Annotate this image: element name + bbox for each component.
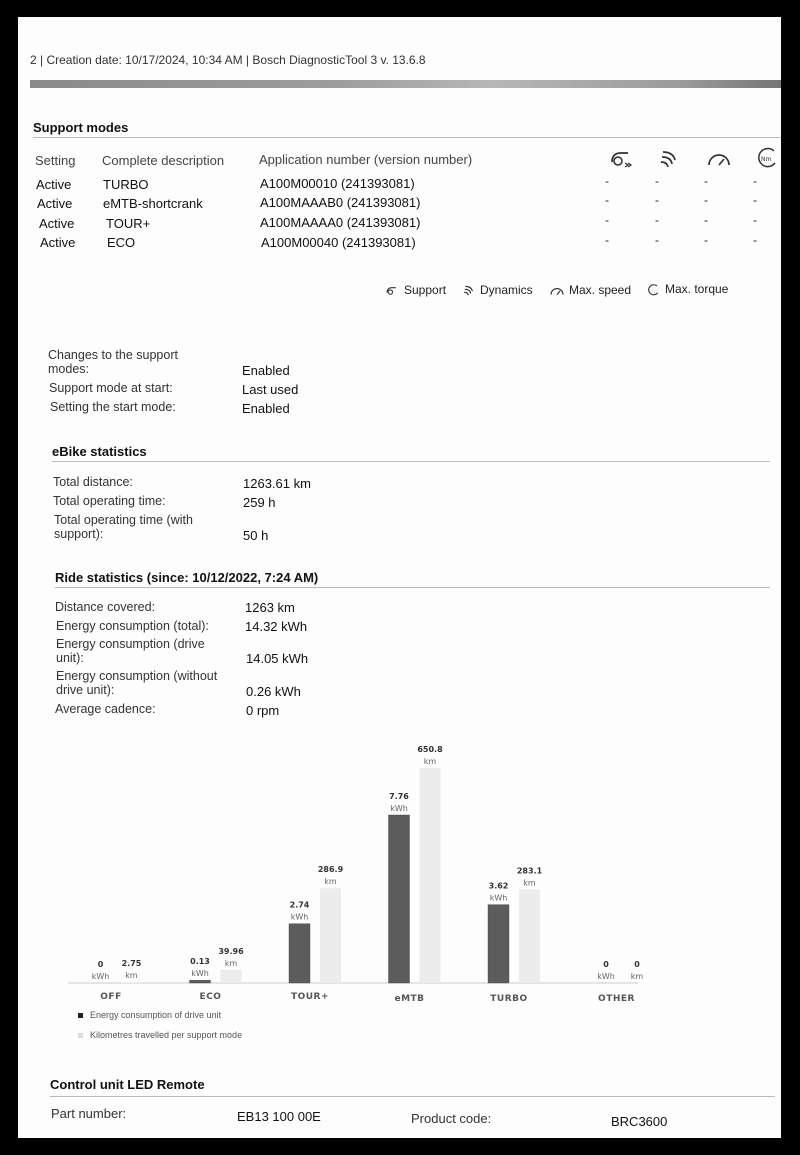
row-dynamics: - [655, 233, 659, 247]
energy-total-label: Energy consumption (total): [56, 619, 209, 633]
tick-label: TURBO [490, 994, 528, 1004]
data-label-distance-unit: km [423, 757, 437, 766]
legend-energy-swatch [78, 1013, 83, 1018]
part-number-value: EB13 100 00E [237, 1109, 321, 1124]
row-description: TURBO [103, 177, 149, 192]
col-description: Complete description [102, 153, 225, 168]
row-max-torque: - [753, 174, 757, 188]
total-distance-label: Total distance: [53, 475, 133, 489]
data-label-distance: 2.75 [121, 959, 142, 969]
data-label-distance-unit: km [324, 877, 337, 887]
support-icon [384, 285, 400, 297]
row-support: - [605, 213, 609, 227]
data-label-energy-unit: kWh [91, 972, 110, 981]
energy-without-value: 0.26 kWh [246, 684, 301, 699]
ride-statistics-title: Ride statistics (since: 10/12/2022, 7:24 AM) [55, 570, 319, 585]
data-label-distance: 650.8 [417, 745, 443, 754]
row-application: A100MAAAA0 (241393081) [260, 215, 421, 230]
section-divider [55, 587, 770, 588]
tick-label: TOUR+ [290, 992, 330, 1002]
start-mode-label: Support mode at start: [49, 381, 173, 395]
legend-max-speed-label: Max. speed [569, 283, 632, 297]
legend-max-torque [646, 282, 728, 297]
bar-distance [121, 982, 142, 983]
row-max-torque: - [753, 213, 757, 227]
data-label-energy-unit: kWh [597, 972, 615, 981]
row-dynamics: - [655, 193, 659, 207]
data-label-distance: 286.9 [317, 865, 344, 875]
bar-energy [389, 815, 410, 983]
bar-energy [289, 924, 310, 983]
cadence-label: Average cadence: [55, 702, 156, 716]
data-label-distance-unit: km [523, 878, 536, 888]
row-dynamics: - [655, 174, 659, 188]
bar-energy [190, 980, 211, 983]
legend-energy-label: Energy consumption of drive unit [90, 1010, 222, 1020]
bar-distance [420, 768, 441, 983]
page-header: 2 | Creation date: 10/17/2024, 10:34 AM | Bosch DiagnosticTool 3 v. 13.6.8 [30, 53, 426, 67]
max-torque-icon [754, 146, 781, 170]
row-dynamics: - [655, 213, 659, 227]
row-max-speed: - [704, 233, 708, 247]
cadence-value: 0 rpm [246, 703, 280, 718]
data-label-distance: 0 [634, 960, 640, 969]
data-label-energy: 7.76 [389, 792, 409, 801]
col-application: Application number (version number) [259, 152, 473, 167]
col-setting: Setting [35, 153, 76, 168]
row-max-speed: - [704, 193, 708, 207]
data-label-distance: 283.1 [516, 866, 543, 876]
data-label-energy: 0 [603, 960, 609, 969]
energy-drive-value: 14.05 kWh [246, 651, 309, 666]
total-time-label: Total operating time: [53, 494, 166, 508]
legend-dynamics [463, 283, 533, 297]
time-support-label: Total operating time (with support): [54, 513, 193, 541]
torque-icon-label: Nm [761, 156, 772, 163]
section-divider [33, 137, 781, 138]
data-label-energy-unit: kWh [390, 804, 408, 813]
document-page [18, 17, 781, 1138]
start-mode-value: Last used [242, 382, 299, 397]
legend-max-torque-label: Max. torque [665, 282, 729, 296]
row-application: A100M00040 (241393081) [261, 235, 416, 250]
data-label-energy: 0 [97, 960, 104, 969]
distance-value: 1263 km [245, 600, 295, 615]
legend-distance-swatch [78, 1033, 83, 1038]
legend-max-speed [549, 283, 631, 297]
data-label-energy-unit: kWh [290, 912, 309, 922]
legend-distance [78, 1030, 242, 1040]
distance-label: Distance covered: [55, 600, 156, 614]
tick-label: OFF [100, 992, 122, 1002]
bar-distance [221, 970, 242, 983]
part-number-label: Part number: [51, 1106, 127, 1121]
legend-support-label: Support [404, 283, 447, 297]
section-divider [50, 1096, 775, 1097]
row-max-speed: - [704, 213, 708, 227]
data-label-distance-unit: km [224, 958, 238, 968]
data-label-energy-unit: kWh [489, 893, 508, 903]
time-support-value: 50 h [243, 528, 269, 543]
bar-energy [488, 905, 509, 983]
data-label-distance-unit: km [125, 971, 138, 981]
ebike-statistics-title: eBike statistics [52, 444, 147, 459]
row-setting: Active [40, 235, 76, 250]
row-application: A100M00010 (241393081) [260, 176, 415, 191]
total-time-value: 259 h [243, 495, 276, 510]
max-torque-icon [646, 283, 661, 297]
tick-label: ECO [199, 992, 222, 1002]
control-unit-title: Control unit LED Remote [50, 1077, 205, 1092]
row-max-torque: - [753, 233, 757, 247]
row-support: - [605, 193, 609, 207]
bar-distance [519, 889, 540, 983]
setting-start-label: Setting the start mode: [50, 400, 176, 414]
legend-distance-label: Kilometres travelled per support mode [90, 1030, 243, 1040]
setting-start-value: Enabled [242, 401, 290, 416]
row-description: ECO [107, 235, 136, 250]
data-label-energy: 2.74 [289, 900, 310, 910]
support-icon [608, 148, 634, 170]
dynamics-icon [659, 148, 681, 170]
row-support: - [605, 233, 609, 247]
tick-label: OTHER [598, 994, 635, 1004]
energy-distance-chart [48, 727, 668, 1027]
changes-value: Enabled [242, 363, 290, 378]
data-label-energy: 3.62 [488, 881, 509, 891]
row-application: A100MAAAB0 (241393081) [260, 195, 421, 210]
data-label-distance-unit: km [630, 972, 644, 981]
support-modes-title: Support modes [33, 120, 129, 135]
legend-dynamics-label: Dynamics [480, 283, 533, 297]
bar-distance [320, 888, 341, 983]
section-divider [52, 461, 770, 462]
max-speed-icon [549, 285, 565, 297]
data-label-energy: 0.13 [190, 957, 210, 967]
total-distance-value: 1263.61 km [243, 476, 311, 491]
row-description: TOUR+ [106, 216, 151, 231]
row-setting: Active [36, 177, 72, 192]
energy-without-label: Energy consumption (without drive unit): [56, 669, 218, 697]
energy-total-value: 14.32 kWh [245, 619, 308, 634]
data-label-distance: 39.96 [218, 946, 244, 956]
changes-label: Changes to the support modes: [48, 348, 178, 376]
product-code-label: Product code: [411, 1111, 492, 1126]
legend-energy [78, 1010, 221, 1020]
legend-support [384, 283, 446, 297]
row-setting: Active [39, 216, 75, 231]
row-max-torque: - [753, 193, 757, 207]
data-label-energy-unit: kWh [191, 969, 209, 979]
header-bar [30, 80, 781, 88]
row-max-speed: - [704, 174, 708, 188]
product-code-value: BRC3600 [611, 1114, 668, 1129]
dynamics-icon [463, 284, 476, 297]
row-description: eMTB-shortcrank [103, 196, 203, 211]
row-setting: Active [37, 196, 73, 211]
row-support: - [605, 174, 609, 188]
tick-label: eMTB [394, 994, 425, 1004]
energy-drive-label: Energy consumption (drive unit): [56, 637, 205, 665]
max-speed-icon [706, 149, 732, 169]
